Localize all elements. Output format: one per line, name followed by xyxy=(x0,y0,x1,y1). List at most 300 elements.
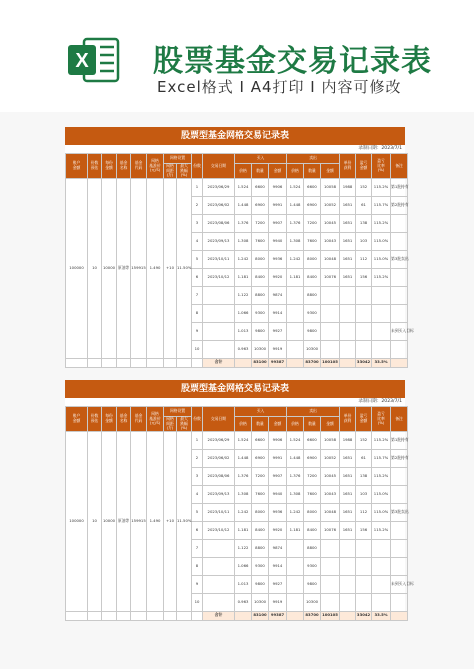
buy-quantity: 9300 xyxy=(252,557,269,575)
empty-cell xyxy=(177,611,192,620)
sell-price: 1.524 xyxy=(287,178,304,196)
remark xyxy=(391,304,408,322)
sell-quantity: 8400 xyxy=(304,268,321,286)
excel-icon xyxy=(66,37,120,83)
sell-price xyxy=(287,304,304,322)
buy-quantity: 8000 xyxy=(252,503,269,521)
empty-cell xyxy=(131,611,147,620)
page-title: 股票基金交易记录表 xyxy=(153,44,432,79)
empty-cell xyxy=(164,358,177,367)
header-quantity: 数量 xyxy=(304,417,321,432)
sell-price: 1.308 xyxy=(287,485,304,503)
remark xyxy=(391,467,408,485)
buy-price: 1.308 xyxy=(235,485,252,503)
sell-quantity: 9300 xyxy=(304,557,321,575)
fund-code-value: 159915 xyxy=(131,178,147,358)
header-trade-date: 交易日期 xyxy=(203,407,235,432)
sell-price xyxy=(287,539,304,557)
empty-cell xyxy=(147,358,164,367)
sell-quantity: 9300 xyxy=(304,304,321,322)
table-row xyxy=(66,178,408,196)
sell-quantity: 10300 xyxy=(304,593,321,611)
buy-quantity: 6900 xyxy=(252,196,269,214)
earning-amount: 138 xyxy=(356,467,372,485)
remark xyxy=(391,485,408,503)
sell-amount: 10043 xyxy=(321,485,340,503)
remark: 第2批持有 xyxy=(391,196,408,214)
header-grid-base-price: 网格 基准价 (元/S) xyxy=(147,154,164,179)
trade-date xyxy=(203,322,235,340)
empty-cell xyxy=(340,358,356,367)
empty-cell xyxy=(117,611,131,620)
sell-amount: 10052 xyxy=(321,449,340,467)
total-earning-amount: 33042 xyxy=(356,358,372,367)
per-share-amount-value: 10000 xyxy=(102,178,117,358)
remark xyxy=(391,539,408,557)
sell-quantity: 8800 xyxy=(304,286,321,304)
buy-amount: 9920 xyxy=(269,268,287,286)
buy-price: 1.181 xyxy=(235,521,252,539)
remark: 第2批持有 xyxy=(391,449,408,467)
total-sell-quantity: 83700 xyxy=(304,611,321,620)
sell-price xyxy=(287,322,304,340)
remark: 第1批持有 xyxy=(391,431,408,449)
grid-spacing-value: +10 xyxy=(164,178,177,358)
buy-quantity: 8000 xyxy=(252,250,269,268)
trade-date: 2023/10/11 xyxy=(203,503,235,521)
sell-quantity: 8800 xyxy=(304,539,321,557)
sell-price xyxy=(287,286,304,304)
sell-quantity: 6600 xyxy=(304,431,321,449)
buy-quantity: 10300 xyxy=(252,593,269,611)
sell-amount: 10058 xyxy=(321,431,340,449)
sell-price: 1.524 xyxy=(287,431,304,449)
max-drop-value: 11.50% xyxy=(177,431,192,611)
fund-name-value: 原油等 xyxy=(117,431,131,611)
buy-amount: 9914 xyxy=(269,304,287,322)
buy-amount: 9914 xyxy=(269,557,287,575)
row-index: 8 xyxy=(192,304,203,322)
header-quantity: 数量 xyxy=(304,164,321,179)
unit-profit: 1651 xyxy=(340,214,356,232)
remark xyxy=(391,557,408,575)
trade-date: 2023/10/12 xyxy=(203,521,235,539)
buy-quantity: 8400 xyxy=(252,521,269,539)
header-grid-base-price: 网格 基准价 (元/S) xyxy=(147,407,164,432)
trade-date xyxy=(203,539,235,557)
row-index: 7 xyxy=(192,286,203,304)
trade-date xyxy=(203,593,235,611)
sell-price: 1.448 xyxy=(287,449,304,467)
header-remark: 备注 xyxy=(391,154,408,179)
buy-amount: 9919 xyxy=(269,593,287,611)
header-trade-date: 交易日期 xyxy=(203,154,235,179)
header-grid-spacing: 网格 间距 (万) xyxy=(164,164,177,179)
record-table xyxy=(65,406,414,621)
buy-quantity: 7200 xyxy=(252,214,269,232)
row-index: 7 xyxy=(192,539,203,557)
earning-amount xyxy=(356,340,372,358)
unit-profit: 1988 xyxy=(340,178,356,196)
empty-cell xyxy=(287,611,304,620)
buy-quantity: 7600 xyxy=(252,232,269,250)
header-buy-group: 买入 xyxy=(235,154,287,164)
header-account-amount: 账户 金额 xyxy=(66,154,88,179)
sell-quantity: 7200 xyxy=(304,214,321,232)
profit-rate: 115.2% xyxy=(372,178,391,196)
header-price: 价格 xyxy=(235,417,252,432)
row-index: 4 xyxy=(192,232,203,250)
trade-date: 2023/06/02 xyxy=(203,449,235,467)
header-max-drop: 最大 跌幅 (%) xyxy=(177,417,192,432)
profit-rate: 115.0% xyxy=(372,250,391,268)
total-profit-rate: 33.5% xyxy=(372,611,391,620)
profit-rate: 115.2% xyxy=(372,467,391,485)
trade-date: 2023/10/11 xyxy=(203,250,235,268)
sell-price: 1.181 xyxy=(287,521,304,539)
profit-rate xyxy=(372,322,391,340)
buy-quantity: 8800 xyxy=(252,539,269,557)
sell-quantity: 10300 xyxy=(304,340,321,358)
header-sell-group: 卖出 xyxy=(287,154,340,164)
total-row xyxy=(66,358,408,367)
buy-price: 1.242 xyxy=(235,250,252,268)
sell-price: 1.242 xyxy=(287,503,304,521)
row-index: 3 xyxy=(192,467,203,485)
remark: 第1批持有 xyxy=(391,178,408,196)
empty-cell xyxy=(391,611,408,620)
sell-quantity: 8000 xyxy=(304,250,321,268)
header-sell-group: 卖出 xyxy=(287,407,340,417)
earning-amount xyxy=(356,322,372,340)
unit-profit: 1651 xyxy=(340,485,356,503)
header-price: 价格 xyxy=(287,417,304,432)
header-index: 份数 xyxy=(192,154,203,179)
buy-quantity: 8800 xyxy=(252,286,269,304)
header-amount: 金额 xyxy=(321,164,340,179)
earning-amount: 152 xyxy=(356,178,372,196)
header-price: 价格 xyxy=(287,164,304,179)
total-buy-amount: 99387 xyxy=(269,358,287,367)
total-earning-amount: 33042 xyxy=(356,611,372,620)
buy-price: 1.122 xyxy=(235,539,252,557)
row-index: 6 xyxy=(192,521,203,539)
buy-price: 1.066 xyxy=(235,557,252,575)
header-shares: 份数 预估 xyxy=(88,154,102,179)
account-amount-value: 100000 xyxy=(66,431,88,611)
profit-rate: 115.0% xyxy=(372,485,391,503)
sell-price: 1.308 xyxy=(287,232,304,250)
header-account-amount: 账户 金额 xyxy=(66,407,88,432)
header-shares: 份数 预估 xyxy=(88,407,102,432)
sell-price xyxy=(287,340,304,358)
buy-amount: 9906 xyxy=(269,431,287,449)
remark: 未到买入目标 xyxy=(391,575,408,593)
fund-code-value: 159915 xyxy=(131,431,147,611)
empty-cell xyxy=(88,358,102,367)
profit-rate: 115.2% xyxy=(372,268,391,286)
unit-profit xyxy=(340,539,356,557)
profit-rate: 115.7% xyxy=(372,449,391,467)
profit-rate: 115.2% xyxy=(372,521,391,539)
profit-rate: 115.0% xyxy=(372,503,391,521)
sell-price xyxy=(287,575,304,593)
header-fund-code: 基金 代码 xyxy=(131,154,147,179)
buy-quantity: 10300 xyxy=(252,340,269,358)
total-profit-rate: 33.5% xyxy=(372,358,391,367)
grid-spacing-value: +10 xyxy=(164,431,177,611)
row-index: 4 xyxy=(192,485,203,503)
buy-price: 0.963 xyxy=(235,340,252,358)
header-grid-settings: 网格设置 xyxy=(164,407,192,417)
header-profit-rate: 盈亏 比率 (%) xyxy=(372,154,391,179)
buy-price: 1.013 xyxy=(235,322,252,340)
row-index: 8 xyxy=(192,557,203,575)
earning-amount: 103 xyxy=(356,485,372,503)
header-profit-rate: 盈亏 比率 (%) xyxy=(372,407,391,432)
sell-amount xyxy=(321,557,340,575)
profit-rate: 115.2% xyxy=(372,214,391,232)
header-earning-amount: 盈亏 金额 xyxy=(356,154,372,179)
earning-amount: 112 xyxy=(356,503,372,521)
buy-quantity: 9800 xyxy=(252,322,269,340)
unit-profit: 1651 xyxy=(340,467,356,485)
empty-cell xyxy=(66,358,88,367)
buy-price: 1.066 xyxy=(235,304,252,322)
buy-amount: 9940 xyxy=(269,232,287,250)
total-label: 合计 xyxy=(203,611,235,620)
trade-date xyxy=(203,286,235,304)
earning-amount: 138 xyxy=(356,214,372,232)
header-row xyxy=(66,407,408,417)
earning-amount: 156 xyxy=(356,521,372,539)
empty-cell xyxy=(177,358,192,367)
sell-price: 1.376 xyxy=(287,214,304,232)
buy-price: 1.376 xyxy=(235,214,252,232)
header-per-share-amount: 每份 金额 xyxy=(102,154,117,179)
page-subtitle: Excel格式 I A4打印 I 内容可修改 xyxy=(157,78,402,96)
unit-profit: 1651 xyxy=(340,503,356,521)
total-label: 合计 xyxy=(203,358,235,367)
empty-cell xyxy=(164,611,177,620)
buy-quantity: 9800 xyxy=(252,575,269,593)
profit-rate: 115.2% xyxy=(372,431,391,449)
trade-date: 2023/06/29 xyxy=(203,431,235,449)
sell-quantity: 8400 xyxy=(304,521,321,539)
sell-price xyxy=(287,557,304,575)
sell-amount: 10043 xyxy=(321,232,340,250)
buy-price: 1.242 xyxy=(235,503,252,521)
trade-date xyxy=(203,340,235,358)
earning-amount: 156 xyxy=(356,268,372,286)
header-quantity: 数量 xyxy=(252,164,269,179)
sell-amount: 10048 xyxy=(321,250,340,268)
unit-profit: 1651 xyxy=(340,196,356,214)
header-amount: 金额 xyxy=(269,164,287,179)
earning-amount xyxy=(356,539,372,557)
sell-amount: 10045 xyxy=(321,214,340,232)
profit-rate xyxy=(372,340,391,358)
buy-amount: 9927 xyxy=(269,322,287,340)
empty-cell xyxy=(147,611,164,620)
shares-value: 10 xyxy=(88,178,102,358)
buy-quantity: 6900 xyxy=(252,449,269,467)
empty-cell xyxy=(131,358,147,367)
total-buy-quantity: 83100 xyxy=(252,611,269,620)
empty-cell xyxy=(102,358,117,367)
header-fund-code: 基金 代码 xyxy=(131,407,147,432)
trade-date xyxy=(203,557,235,575)
header-max-drop: 最大 跌幅 (%) xyxy=(177,164,192,179)
buy-amount: 9936 xyxy=(269,250,287,268)
banner xyxy=(0,0,474,112)
header-grid-spacing: 网格 间距 (万) xyxy=(164,417,177,432)
empty-cell xyxy=(340,611,356,620)
total-sell-amount: 100105 xyxy=(321,611,340,620)
shares-value: 10 xyxy=(88,431,102,611)
unit-profit xyxy=(340,593,356,611)
buy-amount: 9906 xyxy=(269,178,287,196)
profit-rate xyxy=(372,304,391,322)
buy-quantity: 7200 xyxy=(252,467,269,485)
sheet-preview-1 xyxy=(65,127,414,368)
profit-rate: 115.7% xyxy=(372,196,391,214)
buy-quantity: 8400 xyxy=(252,268,269,286)
row-index: 3 xyxy=(192,214,203,232)
header-per-share-amount: 每份 金额 xyxy=(102,407,117,432)
trade-date: 2023/06/02 xyxy=(203,196,235,214)
unit-profit: 1988 xyxy=(340,431,356,449)
buy-price: 1.448 xyxy=(235,196,252,214)
sell-quantity: 7600 xyxy=(304,485,321,503)
unit-profit xyxy=(340,575,356,593)
remark xyxy=(391,268,408,286)
sell-amount: 10048 xyxy=(321,503,340,521)
sell-amount xyxy=(321,304,340,322)
earning-amount: 61 xyxy=(356,196,372,214)
empty-cell xyxy=(235,358,252,367)
trade-date: 2023/09/13 xyxy=(203,232,235,250)
sell-amount: 10045 xyxy=(321,467,340,485)
row-index: 2 xyxy=(192,449,203,467)
header-unit-profit: 单份 获利 xyxy=(340,407,356,432)
profit-rate: 115.0% xyxy=(372,232,391,250)
remark xyxy=(391,340,408,358)
buy-amount: 9936 xyxy=(269,503,287,521)
sell-quantity: 6900 xyxy=(304,449,321,467)
trade-date: 2023/08/06 xyxy=(203,467,235,485)
sheet-preview-2 xyxy=(65,380,414,621)
buy-amount: 9907 xyxy=(269,214,287,232)
trade-date: 2023/10/12 xyxy=(203,268,235,286)
buy-amount: 9991 xyxy=(269,449,287,467)
row-index: 1 xyxy=(192,431,203,449)
buy-amount: 9940 xyxy=(269,485,287,503)
sell-price: 1.448 xyxy=(287,196,304,214)
unit-profit: 1651 xyxy=(340,521,356,539)
earning-amount: 152 xyxy=(356,431,372,449)
profit-rate xyxy=(372,539,391,557)
header-grid-settings: 网格设置 xyxy=(164,154,192,164)
header-buy-group: 买入 xyxy=(235,407,287,417)
profit-rate xyxy=(372,557,391,575)
trade-date: 2023/08/06 xyxy=(203,214,235,232)
empty-cell xyxy=(391,358,408,367)
row-index: 5 xyxy=(192,250,203,268)
unit-profit xyxy=(340,286,356,304)
remark xyxy=(391,521,408,539)
header-earning-amount: 盈亏 金额 xyxy=(356,407,372,432)
earning-amount: 112 xyxy=(356,250,372,268)
per-share-amount-value: 10000 xyxy=(102,431,117,611)
empty-cell xyxy=(102,611,117,620)
earning-amount: 103 xyxy=(356,232,372,250)
buy-amount: 9874 xyxy=(269,539,287,557)
profit-rate xyxy=(372,575,391,593)
buy-price: 1.376 xyxy=(235,467,252,485)
row-index: 1 xyxy=(192,178,203,196)
buy-price: 1.308 xyxy=(235,232,252,250)
excel-logo-letter: X xyxy=(75,50,89,72)
buy-price: 1.122 xyxy=(235,286,252,304)
empty-cell xyxy=(235,611,252,620)
buy-price: 1.181 xyxy=(235,268,252,286)
unit-profit xyxy=(340,304,356,322)
total-sell-amount: 100105 xyxy=(321,358,340,367)
remark xyxy=(391,286,408,304)
buy-quantity: 7600 xyxy=(252,485,269,503)
earning-amount xyxy=(356,557,372,575)
empty-cell xyxy=(66,611,88,620)
sell-amount: 10058 xyxy=(321,178,340,196)
sell-amount: 10076 xyxy=(321,268,340,286)
trade-date xyxy=(203,304,235,322)
buy-price: 1.524 xyxy=(235,431,252,449)
buy-amount: 9919 xyxy=(269,340,287,358)
total-sell-quantity: 83700 xyxy=(304,358,321,367)
header-unit-profit: 单份 获利 xyxy=(340,154,356,179)
profit-rate xyxy=(372,286,391,304)
sell-price xyxy=(287,593,304,611)
sell-quantity: 8000 xyxy=(304,503,321,521)
max-drop-value: 11.50% xyxy=(177,178,192,358)
empty-cell xyxy=(287,358,304,367)
sell-amount xyxy=(321,593,340,611)
unit-profit: 1651 xyxy=(340,250,356,268)
row-index: 10 xyxy=(192,340,203,358)
remark: 第3批卖出 xyxy=(391,503,408,521)
sell-amount xyxy=(321,286,340,304)
buy-amount: 9991 xyxy=(269,196,287,214)
total-row xyxy=(66,611,408,620)
header-quantity: 数量 xyxy=(252,417,269,432)
empty-cell xyxy=(192,358,203,367)
header-fund-name: 基金 名称 xyxy=(117,154,131,179)
unit-profit: 1651 xyxy=(340,268,356,286)
grid-base-price-value: 1.490 xyxy=(147,431,164,611)
buy-price: 1.448 xyxy=(235,449,252,467)
buy-amount: 9927 xyxy=(269,575,287,593)
sell-price: 1.376 xyxy=(287,467,304,485)
buy-amount: 9907 xyxy=(269,467,287,485)
sell-quantity: 7200 xyxy=(304,467,321,485)
sell-amount xyxy=(321,322,340,340)
buy-amount: 9920 xyxy=(269,521,287,539)
total-buy-amount: 99387 xyxy=(269,611,287,620)
unit-profit: 1651 xyxy=(340,449,356,467)
total-buy-quantity: 83100 xyxy=(252,358,269,367)
sell-quantity: 6900 xyxy=(304,196,321,214)
